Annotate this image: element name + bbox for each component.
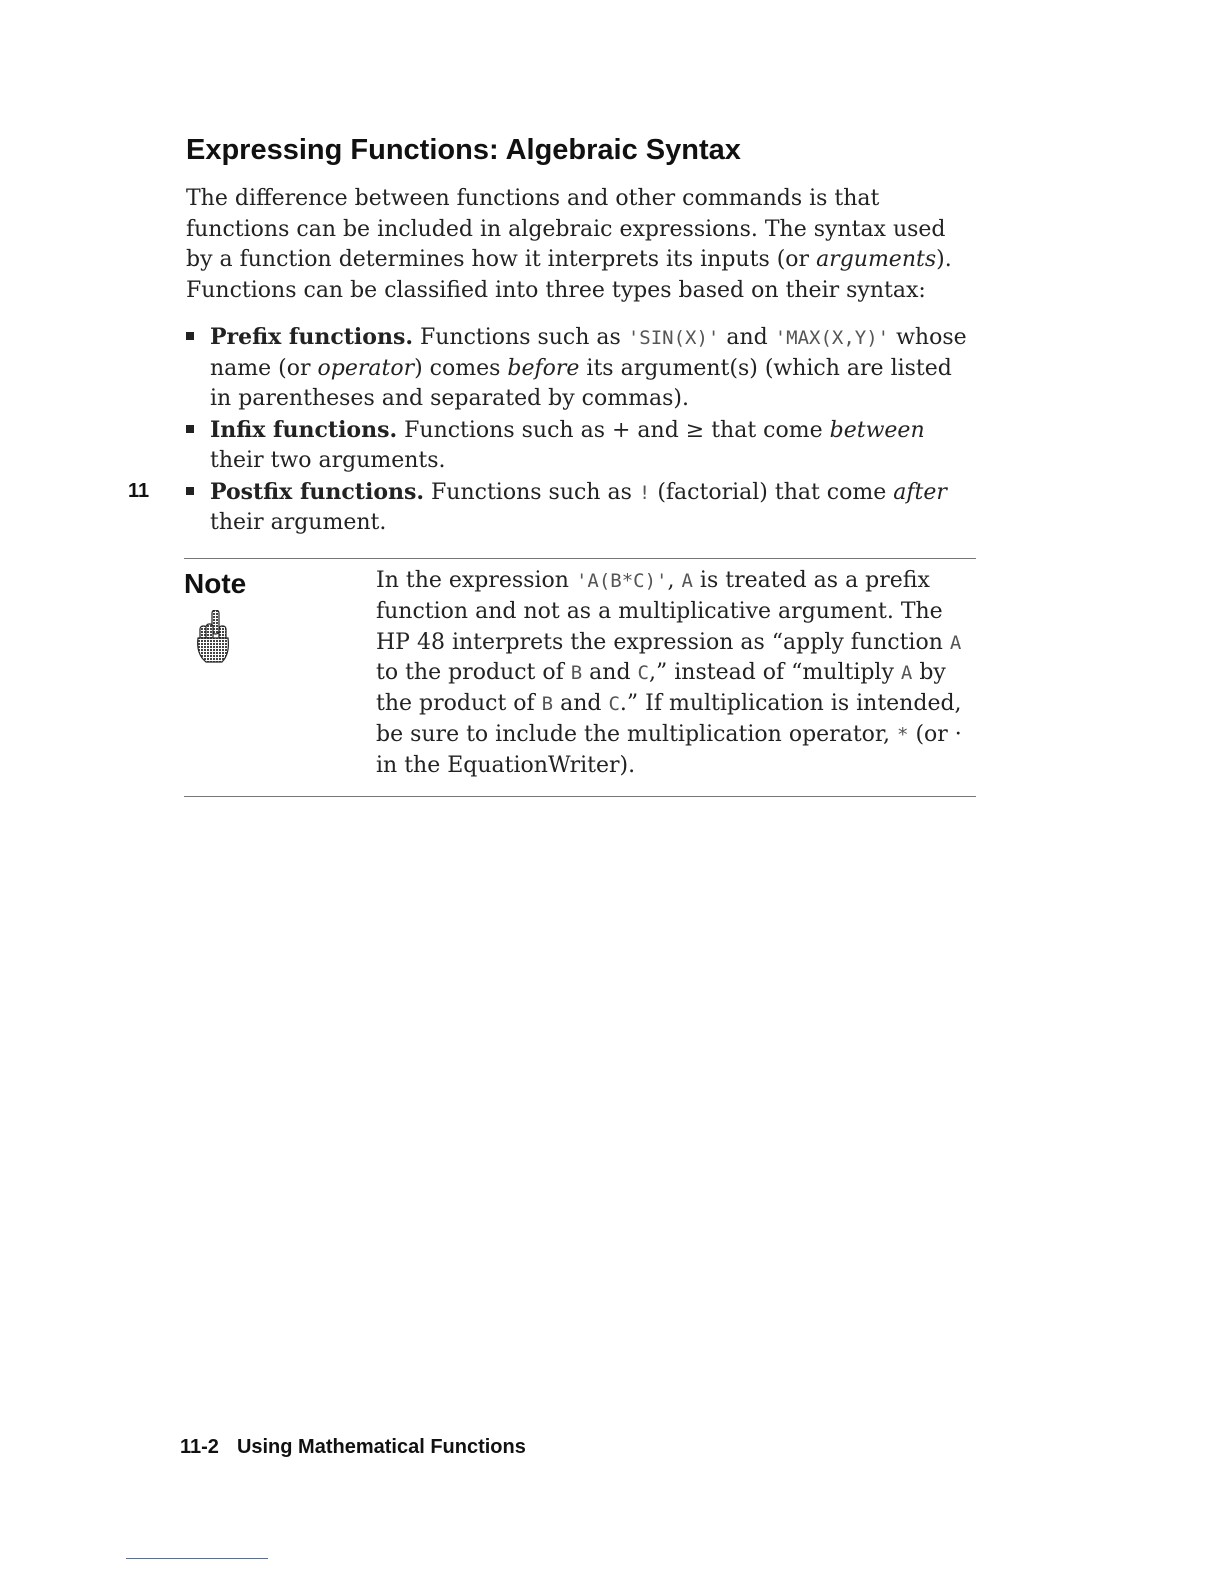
bullet-square-icon: [186, 332, 194, 340]
list-item-text: whose name (or: [210, 325, 967, 381]
note-label: Note: [184, 568, 247, 599]
bullet-square-icon: [186, 487, 194, 495]
emphasis-after: after: [893, 479, 947, 505]
list-item-text: Functions such as: [412, 325, 628, 350]
list-item-text: their two arguments.: [210, 448, 446, 473]
emphasis-operator: operator: [317, 355, 415, 381]
symbol-factorial: !: [638, 481, 651, 504]
list-item-infix: [186, 415, 976, 477]
divider: [184, 796, 976, 797]
note-text: [376, 566, 976, 782]
footer-chapter-title: Using Mathematical Functions: [236, 1436, 526, 1458]
intro-text: The difference between functions and other commands is that functions can be included in algebraic expressions. The syntax used by a function determines how it interprets its inputs (or: [186, 186, 946, 272]
list-item-text: its argument(s) (which are listed in parentheses and separated by commas).: [210, 355, 952, 411]
section-title: Expressing Functions: Algebraic Syntax: [186, 134, 741, 166]
intro-paragraph: [186, 184, 976, 306]
note-text-run: ,: [667, 568, 682, 593]
list-item-postfix: [186, 477, 976, 539]
bullet-square-icon: [186, 425, 194, 433]
list-item-label: Infix functions.: [210, 416, 398, 443]
list-item-text: ) comes: [414, 355, 508, 381]
note-text-run: by the product of: [376, 660, 946, 717]
list-item-text: Functions such as: [397, 417, 612, 443]
page-number: 11-2: [180, 1436, 219, 1458]
intro-emphasis: arguments: [816, 247, 937, 272]
code-b: B: [570, 662, 583, 685]
list-item-text: and: [719, 325, 775, 350]
code-max: 'MAX(X,Y)': [774, 327, 890, 349]
list-item-label: Postfix functions.: [210, 478, 425, 505]
divider: [126, 1558, 268, 1559]
chapter-tab: 11: [128, 480, 150, 502]
list-item-text: (factorial) that come: [650, 479, 894, 505]
note-text-run: .” If multiplication is intended, be sure to include the multiplication operator,: [376, 691, 962, 747]
code-c: C: [608, 693, 620, 716]
list-item-text: that come: [704, 417, 830, 443]
code-c: C: [637, 662, 649, 685]
code-a: A: [681, 570, 693, 592]
code-a: A: [900, 662, 913, 685]
note-text-run: is treated as a prefix function and not as a multiplicative argument. The HP 48 interprets the expression as “apply function: [376, 568, 950, 655]
pointing-hand-icon: [192, 610, 236, 666]
code-b: B: [541, 693, 554, 716]
page-footer: [180, 1436, 526, 1459]
divider: [184, 558, 976, 559]
note-text-run: to the product of: [376, 660, 571, 686]
list-item-text: Functions such as: [424, 479, 639, 505]
symbol-plus: +: [611, 417, 631, 443]
code-sin: 'SIN(X)': [627, 327, 720, 349]
note-text-run: ,” instead of “multiply: [649, 660, 901, 686]
symbol-asterisk: *: [897, 723, 909, 746]
list-item-prefix: [186, 322, 976, 415]
emphasis-before: before: [507, 355, 580, 381]
intro-text: ). Functions can be classified into three types based on their syntax:: [186, 247, 952, 303]
code-expression: 'A(B*C)': [575, 570, 668, 592]
symbol-greater-equal: ≥: [685, 417, 705, 443]
note-text-run: In the expression: [376, 568, 576, 593]
function-type-list: [186, 322, 976, 539]
note-text-run: in the EquationWriter).: [376, 752, 636, 778]
list-item-text: their argument.: [210, 510, 387, 535]
symbol-dot: ·: [954, 721, 962, 747]
code-a: A: [949, 631, 962, 654]
note-box: [184, 558, 976, 796]
emphasis-between: between: [829, 417, 925, 443]
note-text-run: and: [553, 691, 609, 717]
note-text-run: and: [582, 660, 638, 686]
list-item-text: and: [630, 417, 686, 443]
note-text-run: (or: [908, 721, 955, 747]
list-item-label: Prefix functions.: [210, 324, 413, 350]
